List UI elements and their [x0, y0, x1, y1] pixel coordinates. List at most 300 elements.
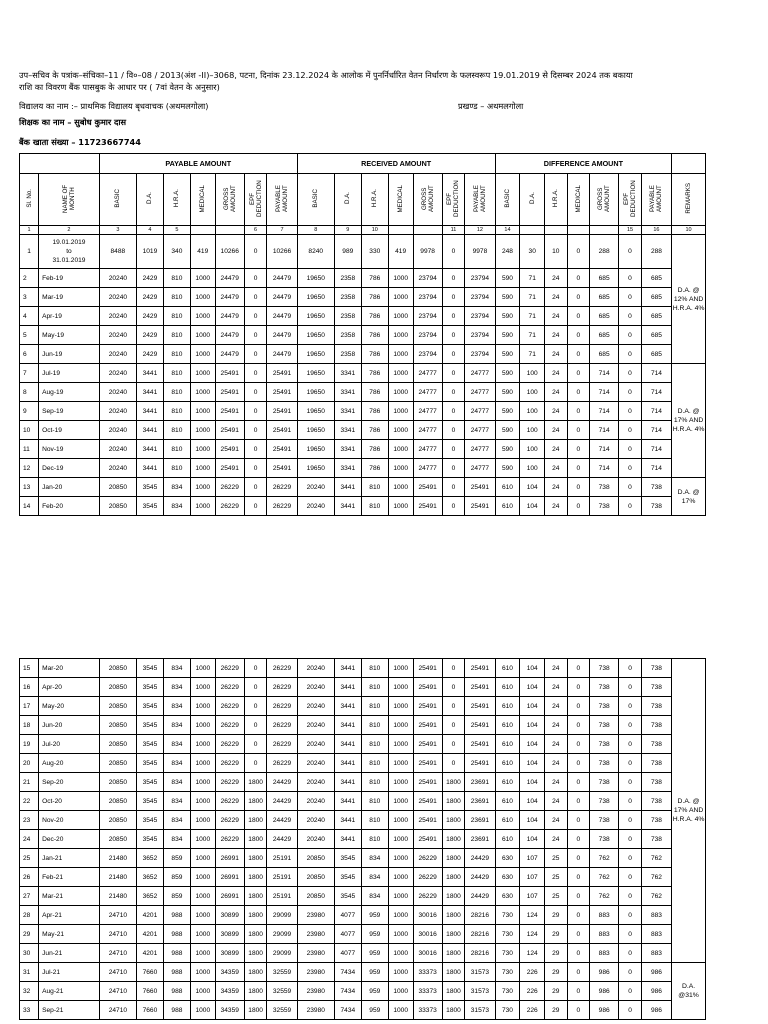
- col-header-gross: [215, 174, 244, 226]
- amount-cell: 0: [567, 345, 589, 364]
- amount-cell: 630: [495, 849, 520, 868]
- col-number: [190, 226, 215, 235]
- amount-cell: 0: [619, 697, 641, 716]
- amount-cell: 0: [567, 963, 589, 982]
- amount-cell: 24777: [413, 402, 442, 421]
- amount-cell: 0: [619, 497, 641, 516]
- amount-cell: 685: [590, 269, 619, 288]
- amount-cell: 590: [495, 288, 520, 307]
- amount-cell: 25491: [215, 421, 244, 440]
- amount-cell: 24: [545, 478, 567, 497]
- amount-cell: 23794: [413, 269, 442, 288]
- amount-cell: 24: [545, 288, 567, 307]
- amount-cell: 810: [361, 678, 388, 697]
- amount-cell: 24777: [465, 364, 495, 383]
- amount-cell: 25491: [465, 478, 495, 497]
- amount-cell: 834: [163, 754, 190, 773]
- amount-cell: 1000: [190, 811, 215, 830]
- amount-cell: 834: [163, 792, 190, 811]
- col-header-label: GROSS AMOUNT: [597, 185, 612, 212]
- amount-cell: 738: [641, 478, 671, 497]
- amount-cell: 24: [545, 811, 567, 830]
- amount-cell: 685: [641, 345, 671, 364]
- amount-cell: 30016: [413, 906, 442, 925]
- amount-cell: 19650: [297, 383, 334, 402]
- amount-cell: 810: [163, 269, 190, 288]
- table-row: [20, 326, 706, 345]
- amount-cell: 0: [619, 235, 641, 269]
- amount-cell: 24: [545, 830, 567, 849]
- col-header-label: EPF DEDUCTION: [248, 180, 263, 217]
- col-number: [545, 226, 567, 235]
- amount-cell: 226: [520, 982, 545, 1001]
- amount-cell: 29099: [267, 925, 297, 944]
- amount-cell: 590: [495, 269, 520, 288]
- amount-cell: 0: [442, 326, 464, 345]
- amount-cell: 100: [520, 440, 545, 459]
- serial-cell: 28: [20, 906, 39, 925]
- col-number: 16: [641, 226, 671, 235]
- amount-cell: 1000: [388, 659, 413, 678]
- amount-cell: 0: [442, 364, 464, 383]
- amount-cell: 26229: [267, 754, 297, 773]
- col-header-epf: [442, 174, 464, 226]
- amount-cell: 0: [567, 906, 589, 925]
- amount-cell: 610: [495, 678, 520, 697]
- amount-cell: 26991: [215, 868, 244, 887]
- col-header-medical: [567, 174, 589, 226]
- table-row: [20, 849, 706, 868]
- amount-cell: 810: [163, 288, 190, 307]
- table-row: [20, 269, 706, 288]
- amount-cell: 25491: [413, 735, 442, 754]
- amount-cell: 0: [567, 849, 589, 868]
- amount-cell: 0: [567, 235, 589, 269]
- amount-cell: 25491: [215, 364, 244, 383]
- table-row: [20, 235, 706, 269]
- serial-cell: 33: [20, 1001, 39, 1020]
- table-row: [20, 1001, 706, 1020]
- table-row: [20, 659, 706, 678]
- amount-cell: 714: [590, 421, 619, 440]
- amount-cell: 24429: [465, 849, 495, 868]
- amount-cell: 610: [495, 811, 520, 830]
- amount-cell: 590: [495, 383, 520, 402]
- amount-cell: 1000: [388, 982, 413, 1001]
- amount-cell: 0: [244, 288, 266, 307]
- amount-cell: 834: [361, 849, 388, 868]
- amount-cell: 810: [361, 497, 388, 516]
- amount-cell: 3441: [136, 402, 163, 421]
- month-cell: Apr-20: [39, 678, 100, 697]
- table-row: [20, 697, 706, 716]
- remarks-cell: D.A. @ 17% AND H.R.A. 4%: [672, 364, 706, 478]
- month-cell: Sep-19: [39, 402, 100, 421]
- amount-cell: 26229: [267, 735, 297, 754]
- amount-cell: 124: [520, 944, 545, 963]
- amount-cell: 3545: [136, 773, 163, 792]
- amount-cell: 0: [619, 478, 641, 497]
- amount-cell: 1000: [190, 849, 215, 868]
- serial-cell: 31: [20, 963, 39, 982]
- amount-cell: 738: [641, 678, 671, 697]
- table-row: [20, 716, 706, 735]
- serial-cell: 8: [20, 383, 39, 402]
- amount-cell: 20850: [99, 830, 136, 849]
- serial-cell: 20: [20, 754, 39, 773]
- difference-amount-group: DIFFERENCE AMOUNT: [495, 154, 672, 174]
- amount-cell: 959: [361, 982, 388, 1001]
- month-cell: Jun-19: [39, 345, 100, 364]
- amount-cell: 30016: [413, 944, 442, 963]
- amount-cell: 10: [545, 235, 567, 269]
- amount-cell: 810: [361, 830, 388, 849]
- amount-cell: 24429: [267, 811, 297, 830]
- amount-cell: 1800: [244, 811, 266, 830]
- col-header-basic: [99, 174, 136, 226]
- amount-cell: 20240: [297, 735, 334, 754]
- amount-cell: 834: [163, 678, 190, 697]
- amount-cell: 3441: [334, 697, 361, 716]
- amount-cell: 0: [619, 906, 641, 925]
- amount-cell: 1000: [388, 440, 413, 459]
- amount-cell: 0: [442, 678, 464, 697]
- remarks-cell: D.A. @31%: [672, 963, 706, 1020]
- amount-cell: 834: [163, 811, 190, 830]
- col-number: 10: [672, 226, 706, 235]
- amount-cell: 107: [520, 887, 545, 906]
- col-number: 12: [465, 226, 495, 235]
- amount-cell: 20240: [297, 478, 334, 497]
- table-row: [20, 440, 706, 459]
- amount-cell: 0: [442, 402, 464, 421]
- amount-cell: 3441: [334, 811, 361, 830]
- amount-cell: 0: [619, 735, 641, 754]
- amount-cell: 419: [190, 235, 215, 269]
- table-row: [20, 982, 706, 1001]
- amount-cell: 714: [641, 383, 671, 402]
- amount-cell: 3545: [136, 678, 163, 697]
- amount-cell: 0: [567, 269, 589, 288]
- amount-cell: 25491: [413, 830, 442, 849]
- amount-cell: 989: [334, 235, 361, 269]
- amount-cell: 2429: [136, 326, 163, 345]
- amount-cell: 107: [520, 868, 545, 887]
- amount-cell: 1000: [388, 887, 413, 906]
- amount-cell: 0: [619, 754, 641, 773]
- month-cell: Jul-21: [39, 963, 100, 982]
- month-cell: May-20: [39, 697, 100, 716]
- amount-cell: 0: [244, 345, 266, 364]
- serial-cell: 26: [20, 868, 39, 887]
- amount-cell: 0: [567, 925, 589, 944]
- col-header-label: GROSS AMOUNT: [222, 185, 237, 212]
- amount-cell: 0: [244, 440, 266, 459]
- amount-cell: 0: [567, 716, 589, 735]
- amount-cell: 730: [495, 925, 520, 944]
- col-number: 5: [163, 226, 190, 235]
- month-cell: Oct-19: [39, 421, 100, 440]
- payable-amount-group: PAYABLE AMOUNT: [99, 154, 297, 174]
- amount-cell: 25191: [267, 849, 297, 868]
- amount-cell: 3545: [334, 868, 361, 887]
- amount-cell: 0: [567, 326, 589, 345]
- col-header-label: EPF DEDUCTION: [446, 180, 461, 217]
- amount-cell: 26229: [413, 887, 442, 906]
- serial-cell: 3: [20, 288, 39, 307]
- amount-cell: 959: [361, 906, 388, 925]
- amount-cell: 685: [590, 345, 619, 364]
- amount-cell: 0: [619, 678, 641, 697]
- amount-cell: 1000: [388, 497, 413, 516]
- amount-cell: 30016: [413, 925, 442, 944]
- amount-cell: 23980: [297, 925, 334, 944]
- amount-cell: 25491: [215, 459, 244, 478]
- amount-cell: 0: [244, 678, 266, 697]
- amount-cell: 685: [641, 307, 671, 326]
- amount-cell: 2429: [136, 269, 163, 288]
- amount-cell: 100: [520, 421, 545, 440]
- amount-cell: 1000: [190, 383, 215, 402]
- serial-cell: 27: [20, 887, 39, 906]
- table-row: [20, 307, 706, 326]
- amount-cell: 714: [641, 440, 671, 459]
- month-cell: Aug-21: [39, 982, 100, 1001]
- amount-cell: 24479: [267, 269, 297, 288]
- amount-cell: 21480: [99, 868, 136, 887]
- amount-cell: 100: [520, 402, 545, 421]
- amount-cell: 24: [545, 345, 567, 364]
- amount-cell: 0: [244, 402, 266, 421]
- amount-cell: 786: [361, 402, 388, 421]
- amount-cell: 986: [641, 982, 671, 1001]
- amount-cell: 24479: [267, 307, 297, 326]
- amount-cell: 0: [619, 326, 641, 345]
- serial-cell: 11: [20, 440, 39, 459]
- amount-cell: 25491: [413, 478, 442, 497]
- amount-cell: 30899: [215, 906, 244, 925]
- col-number: [520, 226, 545, 235]
- col-number: 10: [361, 226, 388, 235]
- amount-cell: 24777: [413, 459, 442, 478]
- amount-cell: 20850: [99, 716, 136, 735]
- amount-cell: 3545: [334, 849, 361, 868]
- amount-cell: 1000: [388, 811, 413, 830]
- amount-cell: 0: [619, 307, 641, 326]
- amount-cell: 4201: [136, 906, 163, 925]
- col-header-basic: [297, 174, 334, 226]
- remarks-cell: D.A. @ 17%: [672, 478, 706, 516]
- amount-cell: 7660: [136, 1001, 163, 1020]
- serial-cell: 24: [20, 830, 39, 849]
- amount-cell: 610: [495, 478, 520, 497]
- amount-cell: 340: [163, 235, 190, 269]
- amount-cell: 100: [520, 459, 545, 478]
- amount-cell: 29: [545, 944, 567, 963]
- amount-cell: 1800: [244, 830, 266, 849]
- amount-cell: 590: [495, 364, 520, 383]
- amount-cell: 810: [163, 383, 190, 402]
- amount-cell: 25491: [215, 383, 244, 402]
- amount-cell: 3441: [136, 421, 163, 440]
- amount-cell: 0: [567, 697, 589, 716]
- amount-cell: 1800: [244, 982, 266, 1001]
- amount-cell: 26991: [215, 849, 244, 868]
- amount-cell: 1800: [442, 792, 464, 811]
- amount-cell: 0: [244, 307, 266, 326]
- col-number: 9: [334, 226, 361, 235]
- amount-cell: 23794: [465, 326, 495, 345]
- amount-cell: 0: [619, 887, 641, 906]
- amount-cell: 24: [545, 735, 567, 754]
- amount-cell: 1000: [190, 944, 215, 963]
- amount-cell: 25491: [465, 678, 495, 697]
- amount-cell: 1000: [388, 792, 413, 811]
- amount-cell: 810: [361, 811, 388, 830]
- teacher-name: शिक्षक का नाम – सुबोध कुमार दास: [19, 117, 127, 127]
- amount-cell: 21480: [99, 887, 136, 906]
- amount-cell: 834: [163, 830, 190, 849]
- amount-cell: 20240: [99, 440, 136, 459]
- col-header-medical: [388, 174, 413, 226]
- amount-cell: 714: [590, 364, 619, 383]
- amount-cell: 1000: [388, 459, 413, 478]
- amount-cell: 714: [641, 402, 671, 421]
- amount-cell: 71: [520, 288, 545, 307]
- amount-cell: 959: [361, 925, 388, 944]
- col-number: [590, 226, 619, 235]
- amount-cell: 20850: [297, 868, 334, 887]
- amount-cell: 0: [619, 364, 641, 383]
- amount-cell: 810: [163, 440, 190, 459]
- col-header-payable: [641, 174, 671, 226]
- amount-cell: 810: [361, 478, 388, 497]
- amount-cell: 25491: [413, 754, 442, 773]
- amount-cell: 834: [163, 497, 190, 516]
- amount-cell: 0: [619, 925, 641, 944]
- amount-cell: 0: [619, 1001, 641, 1020]
- amount-cell: 4077: [334, 944, 361, 963]
- serial-cell: 25: [20, 849, 39, 868]
- col-number: [215, 226, 244, 235]
- amount-cell: 24: [545, 754, 567, 773]
- month-cell: Dec-20: [39, 830, 100, 849]
- amount-cell: 738: [641, 830, 671, 849]
- table-row: [20, 963, 706, 982]
- amount-cell: 714: [590, 383, 619, 402]
- amount-cell: 1000: [190, 697, 215, 716]
- amount-cell: 959: [361, 1001, 388, 1020]
- amount-cell: 738: [641, 773, 671, 792]
- amount-cell: 25491: [267, 459, 297, 478]
- amount-cell: 810: [361, 697, 388, 716]
- amount-cell: 1000: [388, 383, 413, 402]
- amount-cell: 24710: [99, 925, 136, 944]
- amount-cell: 24777: [413, 440, 442, 459]
- amount-cell: 0: [567, 735, 589, 754]
- amount-cell: 685: [590, 326, 619, 345]
- amount-cell: 24429: [267, 773, 297, 792]
- table-row: [20, 868, 706, 887]
- amount-cell: 0: [619, 982, 641, 1001]
- amount-cell: 29: [545, 963, 567, 982]
- table-row: [20, 811, 706, 830]
- amount-cell: 104: [520, 735, 545, 754]
- amount-cell: 0: [567, 678, 589, 697]
- table-row: [20, 735, 706, 754]
- month-cell: Jun-21: [39, 944, 100, 963]
- amount-cell: 20240: [99, 383, 136, 402]
- amount-cell: 24479: [215, 269, 244, 288]
- amount-cell: 20240: [297, 716, 334, 735]
- amount-cell: 810: [163, 307, 190, 326]
- amount-cell: 0: [567, 421, 589, 440]
- amount-cell: 100: [520, 383, 545, 402]
- arrear-table-page-2: [19, 658, 706, 1020]
- amount-cell: 1019: [136, 235, 163, 269]
- amount-cell: 786: [361, 345, 388, 364]
- amount-cell: 738: [590, 497, 619, 516]
- amount-cell: 24777: [413, 364, 442, 383]
- amount-cell: 25491: [267, 383, 297, 402]
- amount-cell: 1000: [388, 773, 413, 792]
- amount-cell: 32559: [267, 963, 297, 982]
- amount-cell: 810: [361, 659, 388, 678]
- col-header-basic: [495, 174, 520, 226]
- amount-cell: 20850: [99, 678, 136, 697]
- amount-cell: 21480: [99, 849, 136, 868]
- amount-cell: 0: [619, 830, 641, 849]
- serial-cell: 1: [20, 235, 39, 269]
- amount-cell: 24429: [465, 868, 495, 887]
- amount-cell: 104: [520, 754, 545, 773]
- amount-cell: 34359: [215, 963, 244, 982]
- amount-cell: 104: [520, 497, 545, 516]
- amount-cell: 0: [244, 364, 266, 383]
- amount-cell: 3441: [136, 440, 163, 459]
- amount-cell: 1000: [388, 925, 413, 944]
- amount-cell: 738: [590, 792, 619, 811]
- amount-cell: 19650: [297, 440, 334, 459]
- amount-cell: 25491: [413, 811, 442, 830]
- amount-cell: 0: [442, 440, 464, 459]
- amount-cell: 20850: [99, 792, 136, 811]
- amount-cell: 610: [495, 659, 520, 678]
- amount-cell: 730: [495, 963, 520, 982]
- amount-cell: 24: [545, 497, 567, 516]
- amount-cell: 762: [590, 868, 619, 887]
- amount-cell: 986: [641, 1001, 671, 1020]
- amount-cell: 20850: [99, 735, 136, 754]
- amount-cell: 1000: [388, 697, 413, 716]
- col-header-payable: [465, 174, 495, 226]
- amount-cell: 3545: [136, 497, 163, 516]
- amount-cell: 738: [590, 478, 619, 497]
- amount-cell: 1800: [442, 868, 464, 887]
- amount-cell: 25491: [413, 678, 442, 697]
- serial-cell: 16: [20, 678, 39, 697]
- col-number: 2: [39, 226, 100, 235]
- amount-cell: 3545: [136, 716, 163, 735]
- bank-account-number: बैंक खाता संख्या – 11723667744: [19, 137, 141, 147]
- amount-cell: 1800: [244, 944, 266, 963]
- col-header-label: MEDICAL: [397, 184, 405, 213]
- amount-cell: 25491: [413, 773, 442, 792]
- amount-cell: 26229: [215, 735, 244, 754]
- amount-cell: 24479: [215, 345, 244, 364]
- amount-cell: 3341: [334, 421, 361, 440]
- col-header-label: Sl. No.: [25, 189, 33, 208]
